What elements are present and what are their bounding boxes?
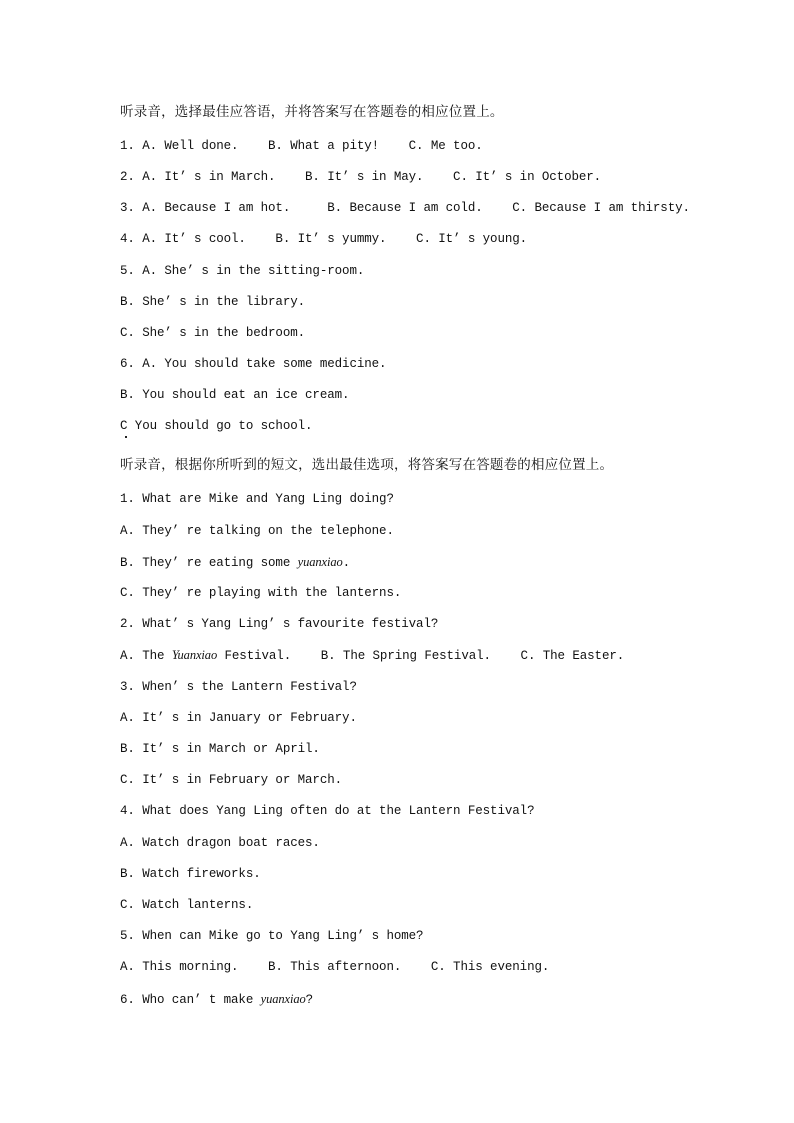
s2-q3-a: A. It’ s in January or February. bbox=[120, 711, 357, 725]
s2-q1-b-text: B. They’ re eating some bbox=[120, 556, 298, 570]
stray-dot bbox=[125, 436, 127, 438]
s1-q2: 2. A. It’ s in March. B. It’ s in May. C. It’ s in October. bbox=[120, 170, 602, 184]
s2-q6-text: 6. Who can’ t make bbox=[120, 993, 261, 1007]
s2-q1-a: A. They’ re talking on the telephone. bbox=[120, 524, 394, 538]
s2-q1-c: C. They’ re playing with the lanterns. bbox=[120, 586, 402, 600]
s2-q1: 1. What are Mike and Yang Ling doing? bbox=[120, 492, 394, 506]
s2-q2-a-text: A. The bbox=[120, 649, 172, 663]
s2-q2: 2. What’ s Yang Ling’ s favourite festival? bbox=[120, 617, 439, 631]
s1-q5-c: C. She’ s in the bedroom. bbox=[120, 326, 306, 340]
section1-instruction: 听录音，选择最佳应答语，并将答案写在答题卷的相应位置上。 bbox=[120, 104, 504, 120]
s1-q6-c: C You should go to school. bbox=[120, 419, 313, 433]
s2-q2-a-italic-word: Yuanxiao bbox=[171, 648, 218, 662]
s2-q5-options: A. This morning. B. This afternoon. C. This evening. bbox=[120, 960, 550, 974]
s2-q2-options bbox=[120, 647, 624, 664]
s2-q6-end: ? bbox=[305, 993, 314, 1007]
s2-q4-b: B. Watch fireworks. bbox=[120, 867, 261, 881]
s2-q6-italic-word: yuanxiao bbox=[260, 992, 306, 1006]
s1-q1: 1. A. Well done. B. What a pity! C. Me too. bbox=[120, 139, 483, 153]
section2-instruction: 听录音，根据你所听到的短文，选出最佳选项，将答案写在答题卷的相应位置上。 bbox=[120, 457, 614, 473]
s1-q3: 3. A. Because I am hot. B. Because I am cold. C. Because I am thirsty. bbox=[120, 201, 690, 215]
s2-q1-b-italic-word: yuanxiao bbox=[297, 555, 343, 569]
s2-q4-c: C. Watch lanterns. bbox=[120, 898, 254, 912]
s1-q5-a: 5. A. She’ s in the sitting-room. bbox=[120, 264, 365, 278]
s2-q5: 5. When can Mike go to Yang Ling’ s home? bbox=[120, 929, 424, 943]
s1-q4: 4. A. It’ s cool. B. It’ s yummy. C. It’ s young. bbox=[120, 232, 528, 246]
s1-q6-b: B. You should eat an ice cream. bbox=[120, 388, 350, 402]
s2-q1-b bbox=[120, 554, 350, 571]
s1-q5-b: B. She’ s in the library. bbox=[120, 295, 306, 309]
s2-q4: 4. What does Yang Ling often do at the Lantern Festival? bbox=[120, 804, 535, 818]
s2-q3-c: C. It’ s in February or March. bbox=[120, 773, 343, 787]
s2-q4-a: A. Watch dragon boat races. bbox=[120, 836, 320, 850]
s2-q3: 3. When’ s the Lantern Festival? bbox=[120, 680, 357, 694]
s2-q1-b-end: . bbox=[342, 556, 351, 570]
s2-q3-b: B. It’ s in March or April. bbox=[120, 742, 320, 756]
s2-q2-rest: Festival. B. The Spring Festival. C. The Easter. bbox=[217, 649, 625, 663]
s1-q6-a: 6. A. You should take some medicine. bbox=[120, 357, 387, 371]
s2-q6 bbox=[120, 991, 313, 1008]
